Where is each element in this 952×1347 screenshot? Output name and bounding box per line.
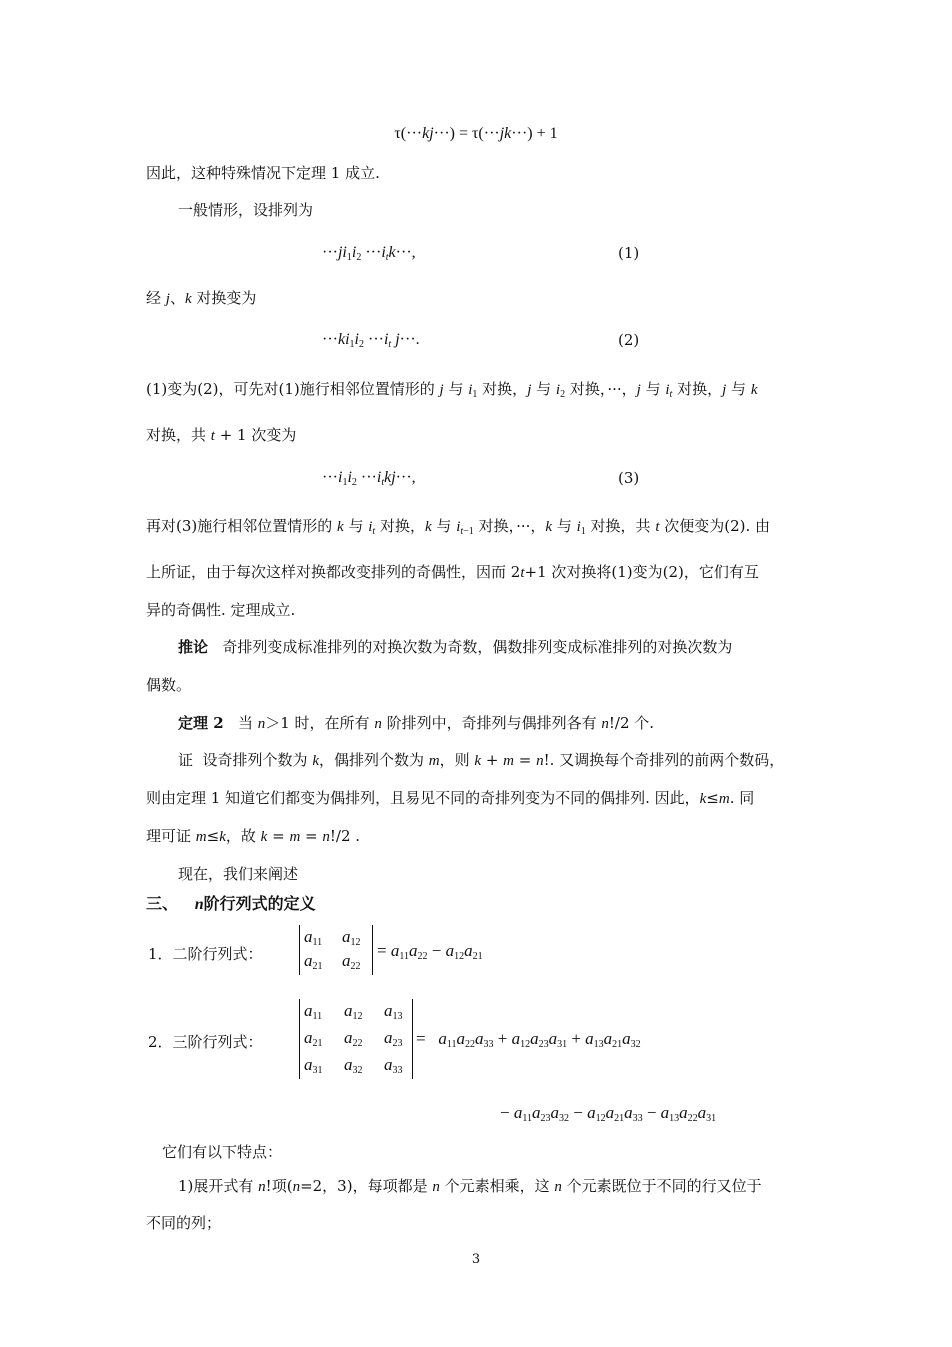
corollary-line1: 推论 奇排列变成标准排列的对换次数为奇数，偶数排列变成标准排列的对换次数为 — [178, 638, 733, 656]
paragraph-swap: 经 j、k 对换变为 — [146, 289, 257, 307]
section-number: 三、 — [146, 894, 179, 913]
paragraph-transform-line1: (1)变为(2)，可先对(1)施行相邻位置情形的 j 与 $i_1$ 对换，j 与 $i_2$ 对换，···，j 与 $i_t$ 对换，j 与 k — [146, 380, 758, 400]
feature-1-line1: 1)展开式有 n!项(n=2，3)，每项都是 n 个元素相乘，这 n 个元素既位于不同的行又位于 — [178, 1177, 762, 1195]
determinant-2x2-expansion: = $a_{11}a_{22} - a_{12}a_{21}$ — [377, 941, 483, 962]
theorem-2-label: 定理 2 — [178, 714, 224, 732]
paragraph-conclusion: 因此，这种特殊情况下定理 1 成立. — [146, 164, 380, 182]
proof-line3: 理可证 m≤k，故 k = m = n!/2 . — [146, 827, 361, 845]
equation-3-tag: (3) — [618, 469, 640, 487]
corollary-line2: 偶数。 — [146, 676, 192, 694]
page-number: 3 — [471, 1252, 481, 1267]
proof-line2: 则由定理 1 知道它们都变为偶排列，且易见不同的奇排列变为不同的偶排列. 因此，k≤m. 同 — [146, 789, 755, 807]
corollary-label: 推论 — [178, 638, 209, 656]
equation-tau: τ(···kj···) = τ(···jk···) + 1 — [394, 125, 558, 142]
equation-3: $\cdot\cdot\cdot i_1i_2 \cdot\cdot\cdot i_tkj\cdot\cdot\cdot$, — [322, 469, 416, 488]
determinant-2x2: $a_{11}$ $a_{12}$ $a_{21}$ $a_{22}$ — [299, 925, 373, 975]
determinant-3x3: $a_{11}$ $a_{12}$ $a_{13}$ $a_{21}$ $a_{22}$ $a_{23}$ $a_{31}$ $a_{32}$ $a_{33}$ — [299, 999, 413, 1079]
theorem-2: 定理 2 当 n＞1 时，在所有 n 阶排列中，奇排列与偶排列各有 n!/2 个. — [178, 714, 655, 732]
determinant-3x3-expansion-line1: = $a_{11}a_{22}a_{33} + a_{12}a_{23}a_{31} + a_{13}a_{21}a_{32}$ — [416, 1029, 641, 1050]
equation-2: $\cdot\cdot\cdot ki_1i_2 \cdot\cdot\cdot i_t$ j···. — [322, 331, 420, 350]
features-intro: 它们有以下特点： — [162, 1143, 283, 1161]
feature-1-line2: 不同的列； — [146, 1214, 222, 1232]
equation-2-tag: (2) — [618, 331, 640, 349]
paragraph-reverse-line3: 异的奇偶性. 定理成立. — [146, 601, 296, 619]
paragraph-reverse-line2: 上所证，由于每次这样对换都改变排列的奇偶性，因而 2t+1 次对换将(1)变为(2)，它们有互 — [146, 563, 759, 581]
equation-1: $\cdot\cdot\cdot ji_1i_2 \cdot\cdot\cdot i_tk\cdot\cdot\cdot$, — [322, 244, 416, 263]
paragraph-now: 现在，我们来阐述 — [178, 865, 299, 883]
proof-line1: 证 设奇排列个数为 k，偶排列个数为 m，则 k + m = n!. 又调换每个奇排列的前两个数码， — [178, 751, 785, 769]
determinant-3x3-expansion-line2: − $a_{11}a_{23}a_{32} - a_{12}a_{21}a_{33} - a_{13}a_{22}a_{31}$ — [500, 1103, 717, 1124]
paragraph-general-case: 一般情形，设排列为 — [178, 201, 314, 219]
section-heading: 三、 n阶行列式的定义 — [146, 894, 316, 913]
equation-1-tag: (1) — [618, 244, 640, 262]
item-3rd-order-label: 2．三阶行列式： — [148, 1033, 263, 1051]
paragraph-transform-line2: 对换，共 t + 1 次变为 — [146, 426, 297, 444]
item-2nd-order-label: 1．二阶行列式： — [148, 945, 263, 963]
paragraph-reverse-line1: 再对(3)施行相邻位置情形的 k 与 $i_t$ 对换，k 与 $i_{t-1}$ 对换，···，k 与 $i_1$ 对换，共 t 次便变为(2). 由 — [146, 517, 771, 537]
